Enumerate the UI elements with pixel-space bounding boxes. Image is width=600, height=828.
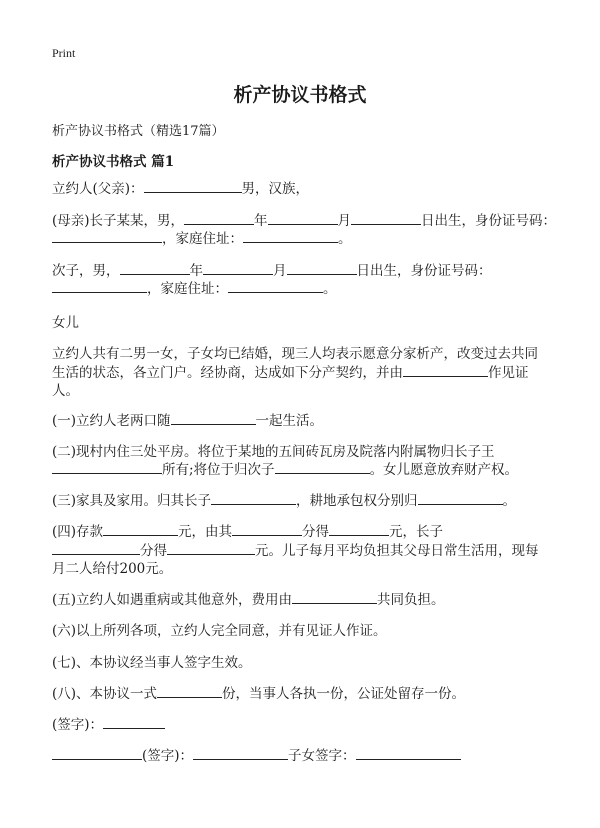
document-title: 析产协议书格式 — [233, 84, 367, 106]
text-segment: ，耕地承包权分别归 — [296, 493, 418, 509]
blank-field — [211, 490, 296, 505]
blank-field — [356, 745, 461, 760]
text-segment: 作见证 — [488, 365, 529, 381]
text-segment: (签字)： — [52, 717, 104, 733]
blank-field — [351, 210, 421, 225]
blank-field — [232, 521, 302, 536]
text-segment: (签字)： — [142, 748, 194, 764]
paragraph-line — [52, 589, 552, 611]
text-segment: 男，汉族， — [241, 181, 310, 197]
signature-line — [52, 714, 552, 736]
paragraph-line — [52, 459, 552, 481]
paragraph-line — [52, 278, 552, 300]
paragraph-line: 女儿 — [52, 315, 79, 331]
text-segment: ，家庭住址： — [147, 281, 228, 297]
text-segment: 子女签字： — [288, 748, 356, 764]
blank-field — [52, 278, 147, 293]
text-segment: 元，长子 — [389, 524, 444, 540]
blank-field — [52, 540, 140, 555]
blank-field — [157, 683, 222, 698]
blank-field — [292, 589, 377, 604]
signature-line — [52, 745, 552, 767]
text-segment: (八)、本协议一式 — [52, 686, 158, 702]
text-segment: 年 — [189, 263, 203, 279]
text-segment: 次子，男， — [52, 263, 120, 279]
paragraph-line — [52, 228, 552, 250]
text-segment: 。 — [338, 231, 352, 247]
text-segment: 日出生，身份证号码： — [356, 263, 492, 279]
text-segment: 月 — [337, 213, 352, 229]
blank-field — [103, 521, 178, 536]
blank-field — [171, 410, 256, 425]
text-segment: 元，由其 — [178, 524, 233, 540]
text-segment: (母亲)长子某某，男， — [52, 213, 185, 229]
text-segment: 日出生，身份证号码： — [421, 213, 557, 229]
blank-field — [184, 210, 254, 225]
paragraph-line: (二)现村内住三处平房。将位于某地的五间砖瓦房及院落内附属物归长子王 — [52, 444, 495, 460]
blank-field — [418, 490, 503, 505]
text-segment: 。 — [502, 493, 517, 509]
text-segment: 年 — [254, 213, 268, 229]
text-segment: 份，当事人各执一份，公证处留存一份。 — [222, 686, 466, 702]
text-segment: 月 — [273, 263, 287, 279]
text-segment: 分得 — [140, 543, 167, 559]
text-segment: ，家庭住址： — [162, 231, 243, 247]
blank-field — [52, 228, 162, 243]
paragraph-line — [52, 490, 552, 512]
blank-field — [228, 278, 323, 293]
paragraph-line — [52, 683, 552, 705]
text-segment: 。女儿愿意放弃财产权。 — [369, 462, 519, 478]
text-segment: (一)立约人老两口随 — [52, 413, 171, 429]
print-link[interactable]: Print — [52, 46, 76, 60]
text-segment: (四)存款 — [52, 524, 104, 540]
paragraph-line: (七)、本协议经当事人签字生效。 — [52, 655, 252, 671]
paragraph-line: 人。 — [52, 383, 79, 399]
blank-field — [243, 228, 338, 243]
blank-field — [120, 260, 190, 275]
paragraph-line: 立约人共有二男一女，子女均已结婚，现三人均表示愿意分家析产，改变过去共同 — [52, 346, 538, 362]
text-segment: (五)立约人如遇重病或其他意外，费用由 — [52, 592, 293, 608]
blank-field — [403, 362, 488, 377]
text-segment: (三)家具及家用。归其长子 — [52, 493, 212, 509]
blank-field — [52, 459, 162, 474]
blank-field — [103, 714, 165, 729]
text-segment: 。 — [323, 281, 337, 297]
blank-field — [275, 459, 370, 474]
blank-field — [287, 260, 357, 275]
text-segment: 一起生活。 — [255, 413, 324, 429]
text-segment: 共同负担。 — [377, 592, 445, 608]
paragraph-line: 月二人给付200元。 — [52, 561, 173, 577]
blank-field — [167, 540, 255, 555]
blank-field — [203, 260, 273, 275]
blank-field — [52, 745, 142, 760]
paragraph-line: (六)以上所列各项，立约人完全同意，并有见证人作证。 — [52, 623, 387, 639]
blank-field — [268, 210, 338, 225]
blank-field — [329, 521, 389, 536]
text-segment: 所有;将位于归次子 — [162, 462, 275, 478]
blank-field — [144, 178, 242, 193]
paragraph-line — [52, 178, 552, 200]
text-segment: 元。儿子每月平均负担其父母日常生活用，现每 — [255, 543, 539, 559]
blank-field — [193, 745, 288, 760]
text-segment: 生活的状态，各立门户。经协商，达成如下分产契约，并由 — [52, 365, 403, 381]
document-subtitle: 析产协议书格式（精选17篇） — [52, 124, 225, 139]
text-segment: 分得 — [302, 524, 330, 540]
text-segment: 立约人(父亲)： — [52, 181, 144, 197]
section-heading: 析产协议书格式 篇1 — [52, 154, 175, 170]
paragraph-line — [52, 410, 552, 432]
